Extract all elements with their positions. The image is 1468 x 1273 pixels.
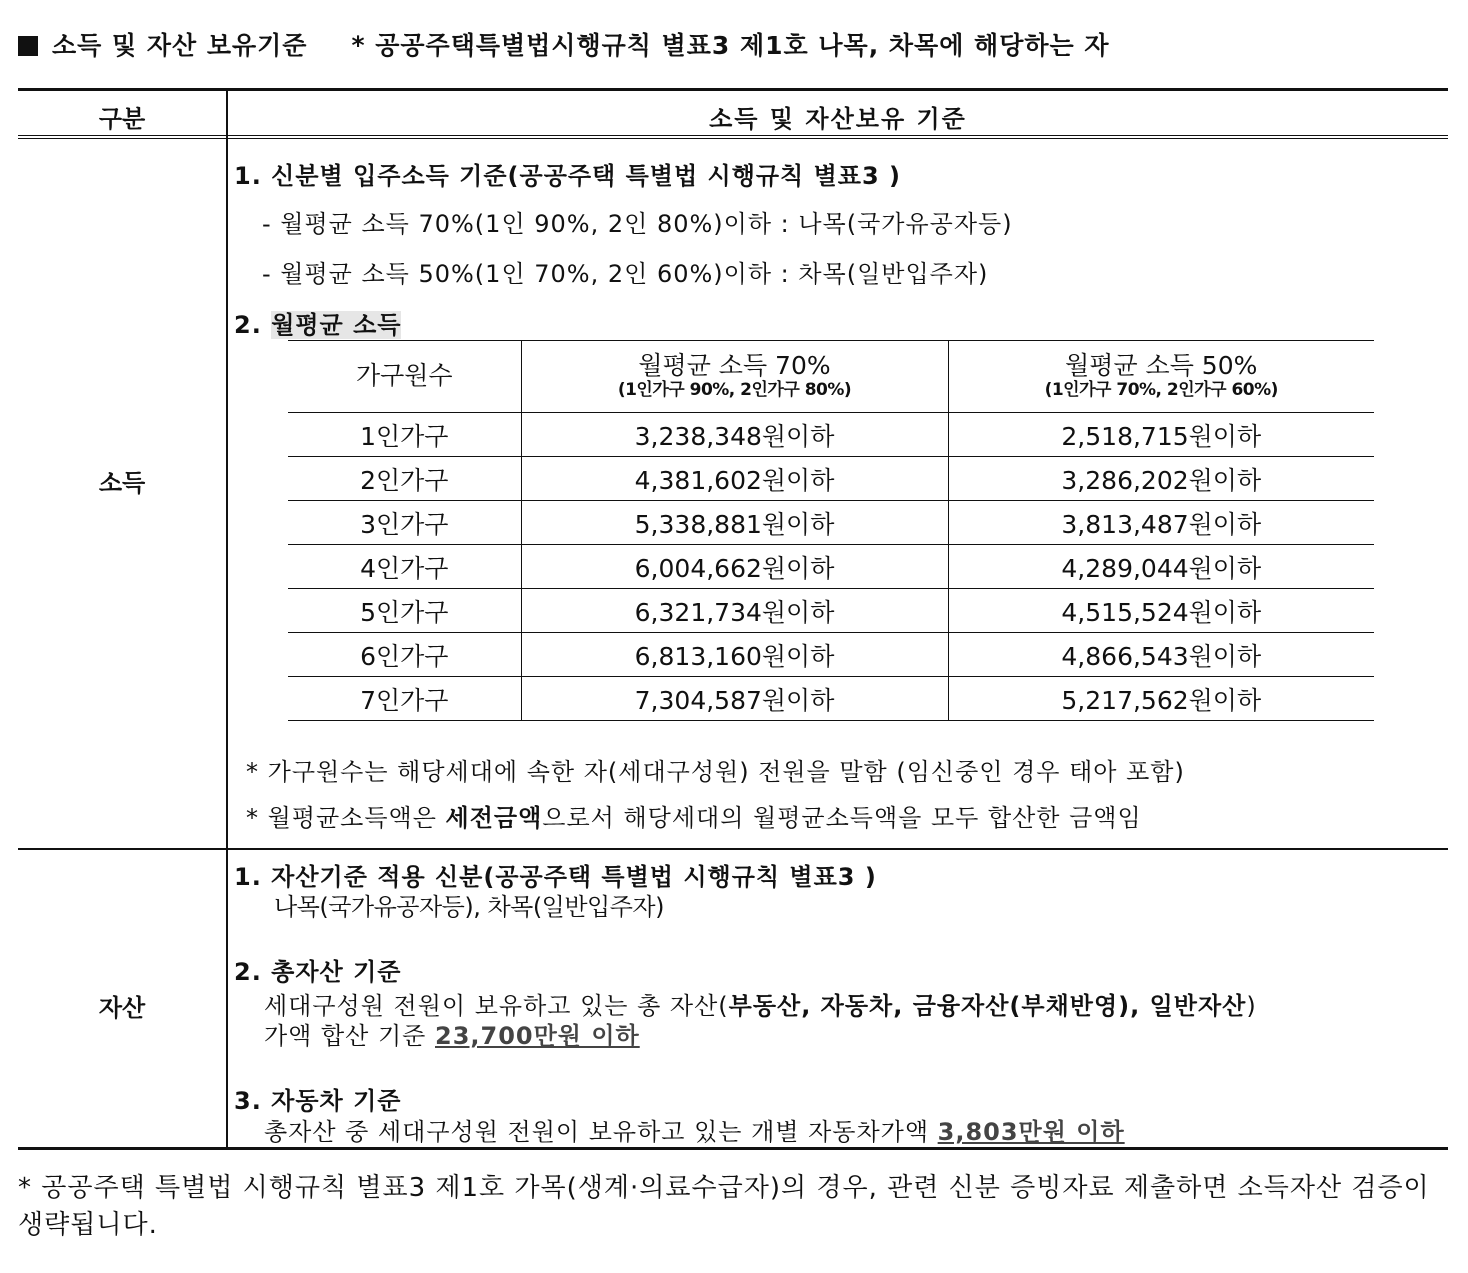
income-70: 5,338,881원이하 [521,501,948,545]
asset-section3-title: 3. 자동차 기준 [234,1087,402,1115]
text: 총자산 중 세대구성원 전원이 보유하고 있는 개별 자동차가액 [264,1118,938,1146]
table-header [18,91,1448,139]
income-70: 4,381,602원이하 [521,457,948,501]
asset-section1-title: 1. 자산기준 적용 신분(공공주택 특별법 시행규칙 별표3 ) [234,863,877,891]
income-label: 소득 [98,469,146,497]
text: 가액 합산 기준 [264,1022,435,1050]
household-size: 4인가구 [288,545,521,589]
income-line-2: - 월평균 소득 50%(1인 70%, 2인 60%)이하 : 차목(일반입주자) [262,260,989,288]
col-50 [948,341,1374,413]
income-table [288,340,1374,721]
text: ) [1246,992,1257,1020]
header-criteria: 소득 및 자산보유 기준 [709,105,967,133]
table-row [288,677,1374,721]
income-note-1: * 가구원수는 해당세대에 속한 자(세대구성원) 전원을 말함 (임신중인 경우 태아 포함) [246,758,1185,786]
page-title [18,26,1110,62]
table-row [288,413,1374,457]
table-row [288,501,1374,545]
household-size: 3인가구 [288,501,521,545]
col-70-main: 월평균 소득 70% [638,351,831,381]
income-50: 2,518,715원이하 [948,413,1374,457]
text: 세대구성원 전원이 보유하고 있는 총 자산( [264,992,729,1020]
asset-section2-line2 [264,1016,640,1051]
vehicle-limit: 3,803만원 이하 [937,1118,1125,1146]
row-divider [18,848,1448,850]
income-section2-title [234,305,401,340]
asset-section2-title: 2. 총자산 기준 [234,958,402,986]
col-household: 가구원수 [288,341,521,413]
household-size: 5인가구 [288,589,521,633]
square-bullet-icon [18,36,38,56]
note-text: 으로서 해당세대의 월평균소득액을 모두 합산한 금액임 [542,804,1142,832]
household-size: 7인가구 [288,677,521,721]
income-table-header [288,341,1374,413]
col-50-sub: (1인가구 70%, 2인가구 60%) [1044,380,1278,401]
income-section1-title: 1. 신분별 입주소득 기준(공공주택 특별법 시행규칙 별표3 ) [234,162,901,190]
income-50: 4,289,044원이하 [948,545,1374,589]
column-divider [226,91,228,1147]
title-main: 소득 및 자산 보유기준 [52,31,308,60]
asset-section3-line [264,1112,1125,1147]
income-70: 7,304,587원이하 [521,677,948,721]
table-row [288,633,1374,677]
total-asset-limit: 23,700만원 이하 [435,1022,640,1050]
table-row [288,457,1374,501]
income-50: 4,515,524원이하 [948,589,1374,633]
income-line-1: - 월평균 소득 70%(1인 90%, 2인 80%)이하 : 나목(국가유공자등) [262,210,1013,238]
section-title-highlight: 월평균 소득 [271,311,402,339]
income-70: 6,004,662원이하 [521,545,948,589]
bold-text: 부동산, 자동차, 금융자산(부채반영), 일반자산 [728,992,1247,1020]
income-note-2 [246,798,1142,833]
footnote: * 공공주택 특별법 시행규칙 별표3 제1호 가목(생계·의료수급자)의 경우, 관련 신분 증빙자료 제출하면 소득자산 검증이 생략됩니다. [18,1173,1430,1240]
household-size: 2인가구 [288,457,521,501]
col-70 [521,341,948,413]
income-70: 3,238,348원이하 [521,413,948,457]
note-bold: 세전금액 [445,804,543,832]
section-number: 2. [234,311,262,339]
asset-label: 자산 [98,994,146,1022]
note-text: * 월평균소득액은 [246,804,446,832]
income-50: 5,217,562원이하 [948,677,1374,721]
col-70-sub: (1인가구 90%, 2인가구 80%) [617,380,852,401]
income-50: 3,286,202원이하 [948,457,1374,501]
table-row [288,545,1374,589]
table-row [288,589,1374,633]
income-50: 3,813,487원이하 [948,501,1374,545]
income-50: 4,866,543원이하 [948,633,1374,677]
col-50-main: 월평균 소득 50% [1065,351,1258,381]
income-70: 6,813,160원이하 [521,633,948,677]
asset-section1-line: 나목(국가유공자등), 차목(일반입주자) [274,893,664,921]
household-size: 1인가구 [288,413,521,457]
header-category: 구분 [98,105,146,133]
household-size: 6인가구 [288,633,521,677]
title-sub: * 공공주택특별법시행규칙 별표3 제1호 나목, 차목에 해당하는 자 [351,31,1110,60]
income-70: 6,321,734원이하 [521,589,948,633]
